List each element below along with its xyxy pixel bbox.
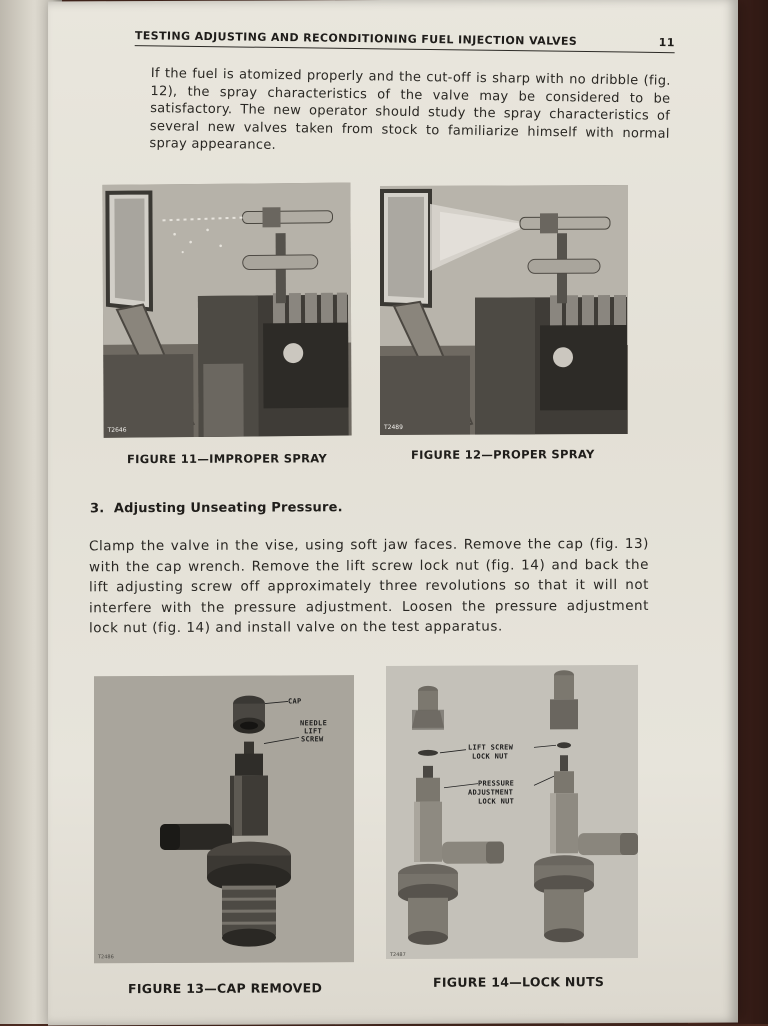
valve-lock-nuts-photo [386, 665, 638, 959]
running-head [135, 29, 675, 53]
figure-12-photo [380, 185, 628, 435]
figure-11-caption: FIGURE 11—IMPROPER SPRAY [127, 451, 327, 467]
figure-13-photo [94, 675, 354, 963]
fig14-label-lift-screw: LIFT SCREW [468, 743, 514, 752]
fig14-label-lock-nut: LOCK NUT [472, 752, 509, 761]
fig12-plate-number: T2489 [384, 423, 403, 432]
valve-cap-removed-photo [94, 675, 354, 963]
page-number: 11 [658, 35, 675, 50]
intro-paragraph: If the fuel is atomized properly and the cut-off is sharp with no dribble (fig. 12), the spray characteristics of the valve may be considered to be satisfactory. The new operator should study the spray characteristics of several new valves taken from stock to familiarize himself with normal spray appearance. [149, 66, 671, 153]
fig11-plate-number: T2646 [107, 426, 127, 434]
fig13-label-needle: NEEDLE [300, 719, 328, 728]
figure-12-caption: FIGURE 12—PROPER SPRAY [411, 447, 595, 462]
fig14-plate-number: T2487 [390, 951, 406, 959]
fig14-label-lock-nut-2: LOCK NUT [478, 797, 515, 806]
fig13-label-screw: SCREW [301, 735, 324, 744]
fig13-plate-number: T2486 [98, 954, 114, 961]
fig13-label-cap: CAP [288, 697, 302, 706]
fig14-label-pressure: PRESSURE [478, 779, 515, 788]
engine-photo-proper [380, 185, 628, 435]
section-heading: 3. Adjusting Unseating Pressure. [90, 500, 343, 517]
figure-11-photo [102, 183, 351, 438]
figure-13-caption: FIGURE 13—CAP REMOVED [128, 980, 323, 997]
engine-photo-improper [102, 183, 351, 438]
figure-14-photo [386, 665, 638, 959]
running-head-title: TESTING ADJUSTING AND RECONDITIONING FUEL INJECTION VALVES [134, 29, 578, 48]
fig14-label-adjustment: ADJUSTMENT [468, 788, 514, 797]
figure-14-caption: FIGURE 14—LOCK NUTS [433, 974, 605, 990]
section-body: Clamp the valve in the vise, using soft jaw faces. Remove the cap (fig. 13) with the cap wrench. Remove the lift screw lock nut (fig. 14) and back the lift adjusting screw off approximately three revolutions so that it will not interfere with the pressure adjustment. Loosen the pressure adjustment lock nut (fig. 14) and install valve on the test apparatus. [89, 535, 649, 637]
fig13-label-lift: LIFT [304, 727, 323, 736]
book-page [48, 0, 738, 1026]
